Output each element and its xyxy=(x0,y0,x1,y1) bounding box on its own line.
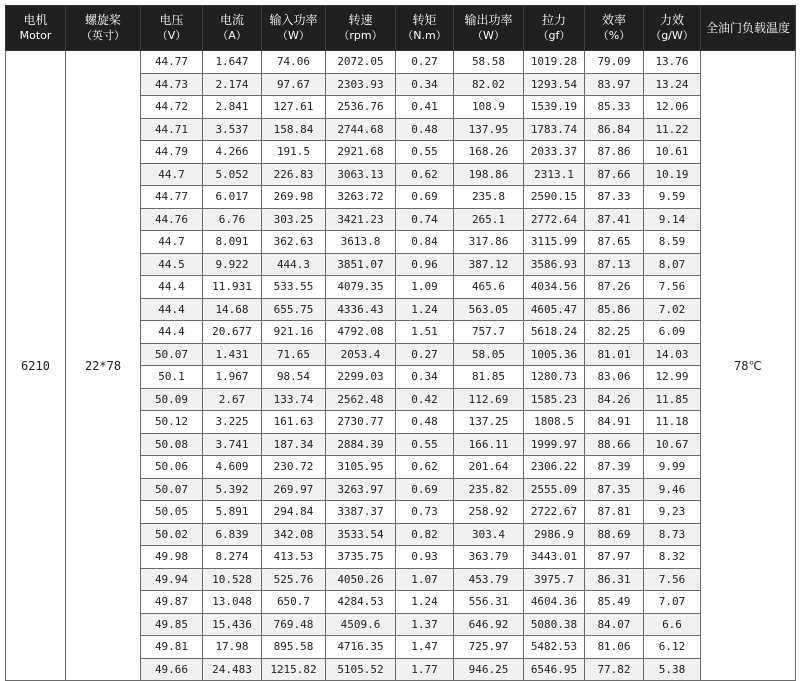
input-power-cell: 1215.82 xyxy=(262,658,326,681)
efficiency-cell: 81.06 xyxy=(585,636,644,659)
output-power-cell: 725.97 xyxy=(454,636,524,659)
header-efficiency-unit: （%） xyxy=(597,29,631,42)
header-output-power-unit: （W） xyxy=(472,29,505,42)
voltage-cell: 44.4 xyxy=(141,276,203,299)
input-power-cell: 226.83 xyxy=(262,163,326,186)
torque-cell: 1.37 xyxy=(396,613,454,636)
torque-cell: 0.73 xyxy=(396,501,454,524)
torque-cell: 0.62 xyxy=(396,456,454,479)
speed-cell: 2299.03 xyxy=(326,366,396,389)
efficiency-cell: 87.39 xyxy=(585,456,644,479)
current-cell: 2.174 xyxy=(203,73,262,96)
input-power-cell: 230.72 xyxy=(262,456,326,479)
thrust-cell: 4605.47 xyxy=(524,298,585,321)
thrust-cell: 2313.1 xyxy=(524,163,585,186)
efficiency-cell: 84.07 xyxy=(585,613,644,636)
current-cell: 1.647 xyxy=(203,51,262,74)
output-power-cell: 363.79 xyxy=(454,546,524,569)
force-efficiency-cell: 9.59 xyxy=(644,186,701,209)
input-power-cell: 303.25 xyxy=(262,208,326,231)
header-motor xyxy=(6,6,66,51)
speed-cell: 5105.52 xyxy=(326,658,396,681)
efficiency-cell: 87.26 xyxy=(585,276,644,299)
speed-cell: 2303.93 xyxy=(326,73,396,96)
efficiency-cell: 88.69 xyxy=(585,523,644,546)
force-efficiency-cell: 5.38 xyxy=(644,658,701,681)
torque-cell: 0.69 xyxy=(396,186,454,209)
output-power-cell: 317.86 xyxy=(454,231,524,254)
force-efficiency-cell: 7.56 xyxy=(644,568,701,591)
efficiency-cell: 87.41 xyxy=(585,208,644,231)
torque-cell: 1.07 xyxy=(396,568,454,591)
force-efficiency-cell: 7.02 xyxy=(644,298,701,321)
voltage-cell: 44.79 xyxy=(141,141,203,164)
header-current xyxy=(203,6,262,51)
header-efficiency-label: 效率 xyxy=(601,13,626,27)
input-power-cell: 769.48 xyxy=(262,613,326,636)
output-power-cell: 258.92 xyxy=(454,501,524,524)
input-power-cell: 533.55 xyxy=(262,276,326,299)
voltage-cell: 49.94 xyxy=(141,568,203,591)
speed-cell: 3421.23 xyxy=(326,208,396,231)
voltage-cell: 49.66 xyxy=(141,658,203,681)
voltage-cell: 49.81 xyxy=(141,636,203,659)
current-cell: 9.922 xyxy=(203,253,262,276)
output-power-cell: 646.92 xyxy=(454,613,524,636)
efficiency-cell: 87.33 xyxy=(585,186,644,209)
speed-cell: 3735.75 xyxy=(326,546,396,569)
input-power-cell: 133.74 xyxy=(262,388,326,411)
input-power-cell: 655.75 xyxy=(262,298,326,321)
header-force-efficiency xyxy=(644,6,701,51)
torque-cell: 1.47 xyxy=(396,636,454,659)
force-efficiency-cell: 14.03 xyxy=(644,343,701,366)
force-efficiency-cell: 12.06 xyxy=(644,96,701,119)
speed-cell: 2053.4 xyxy=(326,343,396,366)
voltage-cell: 44.7 xyxy=(141,163,203,186)
current-cell: 5.052 xyxy=(203,163,262,186)
efficiency-cell: 82.25 xyxy=(585,321,644,344)
thrust-cell: 1999.97 xyxy=(524,433,585,456)
input-power-cell: 158.84 xyxy=(262,118,326,141)
output-power-cell: 563.05 xyxy=(454,298,524,321)
efficiency-cell: 86.31 xyxy=(585,568,644,591)
efficiency-cell: 84.26 xyxy=(585,388,644,411)
current-cell: 8.274 xyxy=(203,546,262,569)
thrust-cell: 2722.67 xyxy=(524,501,585,524)
thrust-cell: 1585.23 xyxy=(524,388,585,411)
speed-cell: 3533.54 xyxy=(326,523,396,546)
current-cell: 3.537 xyxy=(203,118,262,141)
force-efficiency-cell: 6.12 xyxy=(644,636,701,659)
speed-cell: 4079.35 xyxy=(326,276,396,299)
input-power-cell: 191.5 xyxy=(262,141,326,164)
thrust-cell: 5080.38 xyxy=(524,613,585,636)
voltage-cell: 44.4 xyxy=(141,298,203,321)
header-row xyxy=(6,6,796,51)
force-efficiency-cell: 12.99 xyxy=(644,366,701,389)
force-efficiency-cell: 13.24 xyxy=(644,73,701,96)
header-output-power-label: 输出功率 xyxy=(464,13,513,27)
header-thrust-label: 拉力 xyxy=(541,13,566,27)
header-full-throttle-temperature xyxy=(701,6,796,51)
output-power-cell: 946.25 xyxy=(454,658,524,681)
speed-cell: 3613.8 xyxy=(326,231,396,254)
efficiency-cell: 87.35 xyxy=(585,478,644,501)
output-power-cell: 58.58 xyxy=(454,51,524,74)
torque-cell: 0.74 xyxy=(396,208,454,231)
efficiency-cell: 83.97 xyxy=(585,73,644,96)
thrust-cell: 2986.9 xyxy=(524,523,585,546)
efficiency-cell: 83.06 xyxy=(585,366,644,389)
current-cell: 8.091 xyxy=(203,231,262,254)
current-cell: 5.392 xyxy=(203,478,262,501)
output-power-cell: 58.05 xyxy=(454,343,524,366)
header-voltage-unit: （V） xyxy=(156,29,187,42)
voltage-cell: 50.1 xyxy=(141,366,203,389)
output-power-cell: 81.85 xyxy=(454,366,524,389)
speed-cell: 4792.08 xyxy=(326,321,396,344)
current-cell: 4.609 xyxy=(203,456,262,479)
input-power-cell: 97.67 xyxy=(262,73,326,96)
current-cell: 2.841 xyxy=(203,96,262,119)
torque-cell: 1.09 xyxy=(396,276,454,299)
thrust-cell: 2555.09 xyxy=(524,478,585,501)
thrust-cell: 3975.7 xyxy=(524,568,585,591)
thrust-cell: 5618.24 xyxy=(524,321,585,344)
voltage-cell: 50.09 xyxy=(141,388,203,411)
input-power-cell: 294.84 xyxy=(262,501,326,524)
efficiency-cell: 87.86 xyxy=(585,141,644,164)
input-power-cell: 74.06 xyxy=(262,51,326,74)
torque-cell: 0.34 xyxy=(396,73,454,96)
thrust-cell: 3115.99 xyxy=(524,231,585,254)
input-power-cell: 71.65 xyxy=(262,343,326,366)
torque-cell: 0.93 xyxy=(396,546,454,569)
thrust-cell: 2772.64 xyxy=(524,208,585,231)
thrust-cell: 2306.22 xyxy=(524,456,585,479)
speed-cell: 3263.72 xyxy=(326,186,396,209)
torque-cell: 0.55 xyxy=(396,433,454,456)
voltage-cell: 49.87 xyxy=(141,591,203,614)
speed-cell: 4509.6 xyxy=(326,613,396,636)
voltage-cell: 44.73 xyxy=(141,73,203,96)
header-full-throttle-temperature-label: 全油门负载温度 xyxy=(705,20,790,35)
torque-cell: 0.82 xyxy=(396,523,454,546)
efficiency-cell: 87.97 xyxy=(585,546,644,569)
force-efficiency-cell: 10.67 xyxy=(644,433,701,456)
speed-cell: 2884.39 xyxy=(326,433,396,456)
torque-cell: 0.55 xyxy=(396,141,454,164)
efficiency-cell: 84.91 xyxy=(585,411,644,434)
header-thrust xyxy=(524,6,585,51)
force-efficiency-cell: 6.09 xyxy=(644,321,701,344)
force-efficiency-cell: 9.46 xyxy=(644,478,701,501)
output-power-cell: 166.11 xyxy=(454,433,524,456)
speed-cell: 3063.13 xyxy=(326,163,396,186)
header-torque-label: 转矩 xyxy=(412,13,437,27)
force-efficiency-cell: 9.14 xyxy=(644,208,701,231)
header-propeller-label: 螺旋桨 xyxy=(84,13,121,27)
voltage-cell: 49.85 xyxy=(141,613,203,636)
force-efficiency-cell: 10.61 xyxy=(644,141,701,164)
thrust-cell: 4604.36 xyxy=(524,591,585,614)
force-efficiency-cell: 11.22 xyxy=(644,118,701,141)
voltage-cell: 44.7 xyxy=(141,231,203,254)
motor-performance-table xyxy=(5,5,796,681)
speed-cell: 4336.43 xyxy=(326,298,396,321)
force-efficiency-cell: 8.73 xyxy=(644,523,701,546)
torque-cell: 0.69 xyxy=(396,478,454,501)
current-cell: 1.431 xyxy=(203,343,262,366)
current-cell: 10.528 xyxy=(203,568,262,591)
header-force-efficiency-label: 力效 xyxy=(659,13,684,27)
efficiency-cell: 87.65 xyxy=(585,231,644,254)
output-power-cell: 137.95 xyxy=(454,118,524,141)
current-cell: 1.967 xyxy=(203,366,262,389)
force-efficiency-cell: 11.18 xyxy=(644,411,701,434)
header-motor-label: 电机 xyxy=(23,13,48,27)
force-efficiency-cell: 9.23 xyxy=(644,501,701,524)
input-power-cell: 413.53 xyxy=(262,546,326,569)
output-power-cell: 137.25 xyxy=(454,411,524,434)
force-efficiency-cell: 8.07 xyxy=(644,253,701,276)
efficiency-cell: 77.82 xyxy=(585,658,644,681)
voltage-cell: 44.5 xyxy=(141,253,203,276)
output-power-cell: 556.31 xyxy=(454,591,524,614)
output-power-cell: 465.6 xyxy=(454,276,524,299)
force-efficiency-cell: 10.19 xyxy=(644,163,701,186)
torque-cell: 0.62 xyxy=(396,163,454,186)
current-cell: 3.225 xyxy=(203,411,262,434)
speed-cell: 4284.53 xyxy=(326,591,396,614)
motor-model-cell: 6210 xyxy=(6,51,66,681)
force-efficiency-cell: 8.59 xyxy=(644,231,701,254)
input-power-cell: 161.63 xyxy=(262,411,326,434)
torque-cell: 1.77 xyxy=(396,658,454,681)
speed-cell: 4716.35 xyxy=(326,636,396,659)
torque-cell: 0.42 xyxy=(396,388,454,411)
voltage-cell: 50.12 xyxy=(141,411,203,434)
force-efficiency-cell: 11.85 xyxy=(644,388,701,411)
header-voltage xyxy=(141,6,203,51)
speed-cell: 3263.97 xyxy=(326,478,396,501)
thrust-cell: 6546.95 xyxy=(524,658,585,681)
output-power-cell: 168.26 xyxy=(454,141,524,164)
current-cell: 6.76 xyxy=(203,208,262,231)
input-power-cell: 444.3 xyxy=(262,253,326,276)
thrust-cell: 1005.36 xyxy=(524,343,585,366)
efficiency-cell: 87.66 xyxy=(585,163,644,186)
force-efficiency-cell: 7.56 xyxy=(644,276,701,299)
input-power-cell: 525.76 xyxy=(262,568,326,591)
thrust-cell: 1539.19 xyxy=(524,96,585,119)
torque-cell: 1.24 xyxy=(396,298,454,321)
efficiency-cell: 85.49 xyxy=(585,591,644,614)
efficiency-cell: 86.84 xyxy=(585,118,644,141)
temperature-cell: 78℃ xyxy=(701,51,796,681)
speed-cell: 3105.95 xyxy=(326,456,396,479)
current-cell: 24.483 xyxy=(203,658,262,681)
output-power-cell: 198.86 xyxy=(454,163,524,186)
voltage-cell: 44.4 xyxy=(141,321,203,344)
voltage-cell: 44.72 xyxy=(141,96,203,119)
thrust-cell: 2033.37 xyxy=(524,141,585,164)
thrust-cell: 1783.74 xyxy=(524,118,585,141)
voltage-cell: 44.77 xyxy=(141,51,203,74)
header-speed-label: 转速 xyxy=(348,13,373,27)
efficiency-cell: 85.33 xyxy=(585,96,644,119)
torque-cell: 0.48 xyxy=(396,411,454,434)
torque-cell: 1.51 xyxy=(396,321,454,344)
force-efficiency-cell: 7.07 xyxy=(644,591,701,614)
speed-cell: 2536.76 xyxy=(326,96,396,119)
thrust-cell: 1280.73 xyxy=(524,366,585,389)
header-torque-unit: （N.m） xyxy=(402,29,447,42)
page xyxy=(5,5,796,681)
current-cell: 3.741 xyxy=(203,433,262,456)
current-cell: 20.677 xyxy=(203,321,262,344)
header-speed xyxy=(326,6,396,51)
voltage-cell: 50.08 xyxy=(141,433,203,456)
force-efficiency-cell: 9.99 xyxy=(644,456,701,479)
voltage-cell: 50.07 xyxy=(141,478,203,501)
efficiency-cell: 87.13 xyxy=(585,253,644,276)
header-propeller-unit: （英寸） xyxy=(81,29,125,42)
current-cell: 17.98 xyxy=(203,636,262,659)
speed-cell: 2730.77 xyxy=(326,411,396,434)
header-efficiency xyxy=(585,6,644,51)
torque-cell: 0.27 xyxy=(396,343,454,366)
speed-cell: 2072.05 xyxy=(326,51,396,74)
efficiency-cell: 85.86 xyxy=(585,298,644,321)
input-power-cell: 895.58 xyxy=(262,636,326,659)
input-power-cell: 650.7 xyxy=(262,591,326,614)
thrust-cell: 1808.5 xyxy=(524,411,585,434)
input-power-cell: 98.54 xyxy=(262,366,326,389)
output-power-cell: 201.64 xyxy=(454,456,524,479)
current-cell: 6.839 xyxy=(203,523,262,546)
table-body xyxy=(6,51,796,681)
voltage-cell: 50.06 xyxy=(141,456,203,479)
torque-cell: 0.48 xyxy=(396,118,454,141)
current-cell: 13.048 xyxy=(203,591,262,614)
thrust-cell: 2590.15 xyxy=(524,186,585,209)
current-cell: 14.68 xyxy=(203,298,262,321)
voltage-cell: 44.76 xyxy=(141,208,203,231)
torque-cell: 0.84 xyxy=(396,231,454,254)
input-power-cell: 921.16 xyxy=(262,321,326,344)
torque-cell: 0.96 xyxy=(396,253,454,276)
output-power-cell: 82.02 xyxy=(454,73,524,96)
voltage-cell: 44.71 xyxy=(141,118,203,141)
current-cell: 4.266 xyxy=(203,141,262,164)
torque-cell: 1.24 xyxy=(396,591,454,614)
thrust-cell: 5482.53 xyxy=(524,636,585,659)
input-power-cell: 269.98 xyxy=(262,186,326,209)
thrust-cell: 3586.93 xyxy=(524,253,585,276)
output-power-cell: 757.7 xyxy=(454,321,524,344)
current-cell: 6.017 xyxy=(203,186,262,209)
torque-cell: 0.34 xyxy=(396,366,454,389)
efficiency-cell: 79.09 xyxy=(585,51,644,74)
header-input-power-label: 输入功率 xyxy=(269,13,318,27)
propeller-size-cell: 22*78 xyxy=(66,51,141,681)
header-speed-unit: （rpm） xyxy=(338,29,383,42)
voltage-cell: 50.02 xyxy=(141,523,203,546)
output-power-cell: 453.79 xyxy=(454,568,524,591)
current-cell: 5.891 xyxy=(203,501,262,524)
header-thrust-unit: （gf） xyxy=(537,29,571,42)
header-current-label: 电流 xyxy=(219,13,244,27)
header-force-efficiency-unit: （g/W） xyxy=(650,29,694,42)
thrust-cell: 1019.28 xyxy=(524,51,585,74)
table-row xyxy=(6,51,796,74)
efficiency-cell: 87.81 xyxy=(585,501,644,524)
speed-cell: 2562.48 xyxy=(326,388,396,411)
input-power-cell: 127.61 xyxy=(262,96,326,119)
voltage-cell: 50.05 xyxy=(141,501,203,524)
header-current-unit: （A） xyxy=(217,29,247,42)
speed-cell: 2744.68 xyxy=(326,118,396,141)
torque-cell: 0.27 xyxy=(396,51,454,74)
efficiency-cell: 88.66 xyxy=(585,433,644,456)
speed-cell: 4050.26 xyxy=(326,568,396,591)
header-input-power xyxy=(262,6,326,51)
output-power-cell: 235.8 xyxy=(454,186,524,209)
header-voltage-label: 电压 xyxy=(159,13,184,27)
input-power-cell: 269.97 xyxy=(262,478,326,501)
thrust-cell: 4034.56 xyxy=(524,276,585,299)
output-power-cell: 387.12 xyxy=(454,253,524,276)
speed-cell: 3387.37 xyxy=(326,501,396,524)
voltage-cell: 49.98 xyxy=(141,546,203,569)
output-power-cell: 112.69 xyxy=(454,388,524,411)
header-motor-unit: Motor xyxy=(19,29,52,42)
voltage-cell: 44.77 xyxy=(141,186,203,209)
speed-cell: 3851.07 xyxy=(326,253,396,276)
input-power-cell: 342.08 xyxy=(262,523,326,546)
force-efficiency-cell: 13.76 xyxy=(644,51,701,74)
force-efficiency-cell: 6.6 xyxy=(644,613,701,636)
header-input-power-unit: （W） xyxy=(277,29,310,42)
force-efficiency-cell: 8.32 xyxy=(644,546,701,569)
current-cell: 2.67 xyxy=(203,388,262,411)
output-power-cell: 303.4 xyxy=(454,523,524,546)
current-cell: 11.931 xyxy=(203,276,262,299)
output-power-cell: 235.82 xyxy=(454,478,524,501)
header-torque xyxy=(396,6,454,51)
thrust-cell: 1293.54 xyxy=(524,73,585,96)
speed-cell: 2921.68 xyxy=(326,141,396,164)
torque-cell: 0.41 xyxy=(396,96,454,119)
output-power-cell: 265.1 xyxy=(454,208,524,231)
current-cell: 15.436 xyxy=(203,613,262,636)
header-propeller xyxy=(66,6,141,51)
voltage-cell: 50.07 xyxy=(141,343,203,366)
efficiency-cell: 81.01 xyxy=(585,343,644,366)
output-power-cell: 108.9 xyxy=(454,96,524,119)
thrust-cell: 3443.01 xyxy=(524,546,585,569)
input-power-cell: 187.34 xyxy=(262,433,326,456)
input-power-cell: 362.63 xyxy=(262,231,326,254)
header-output-power xyxy=(454,6,524,51)
